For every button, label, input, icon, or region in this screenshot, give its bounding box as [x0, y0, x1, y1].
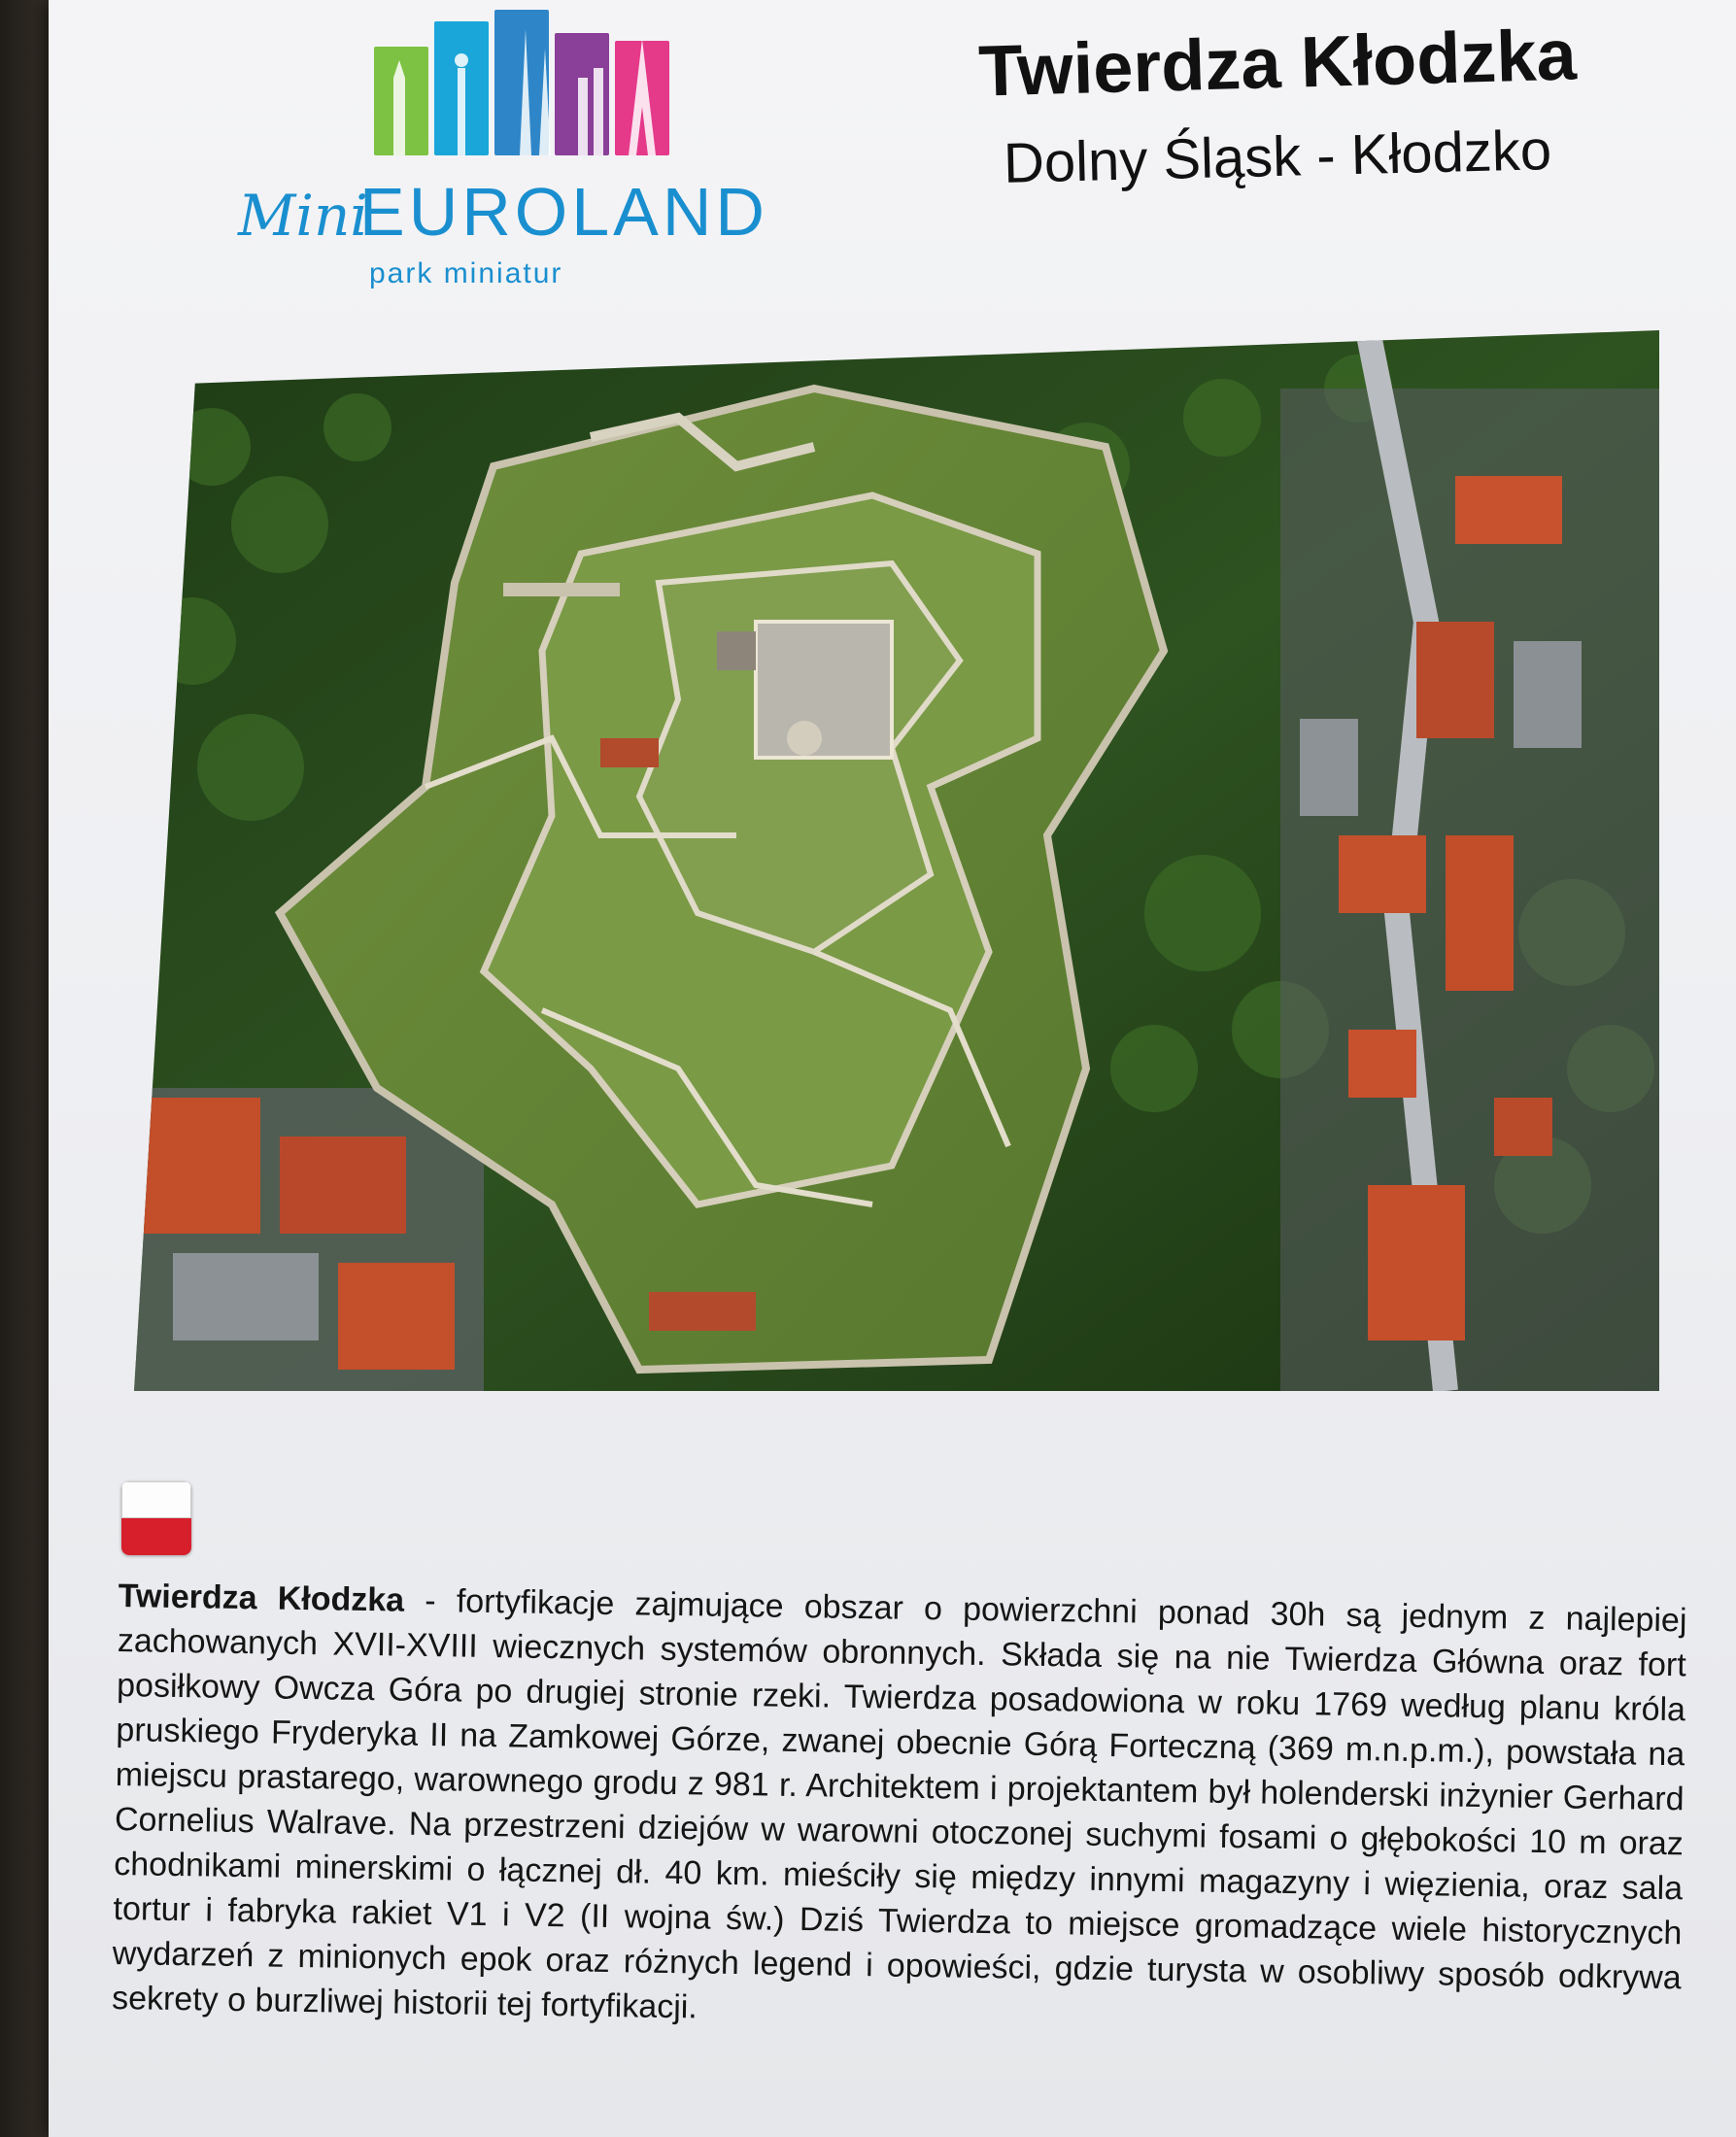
logo-tagline: park miniatur [369, 257, 563, 289]
sign-subtitle: Dolny Śląsk - Kłodzko [1003, 119, 1552, 195]
logo-landmark-bars [374, 10, 665, 155]
info-sign [49, 0, 1736, 2137]
logo-mini-text: Mini [238, 183, 368, 249]
flag-red-stripe [121, 1518, 191, 1555]
landmark-silhouettes [374, 10, 675, 155]
sign-title: Twierdza Kłodzka [977, 14, 1578, 112]
description-body: - fortyfikacje zajmujące obszar o powierzchni ponad 30h są jednym z najlepiej zachowanych XVII-XVIII wiecznych systemów obronnych. Składa się na nie Twierdza Główna oraz fort posiłkowy Owcza Góra po drugiej stronie rzeki. Twierdza posadowiona w roku 1769 według planu króla pruskiego Fryderyka II na Zamkowej Górze, zwanej obecnie Górą Forteczną (369 m.n.p.m.), powstała na miejscu prastarego, warownego grodu z 981 r. Architektem i projektantem był holenderski inżynier Gerhard Cornelius Walrave. Na przestrzeni dziejów w warowni otoczonej suchymi fosami o głębokości 10 m oraz chodnikami minerskimi o łącznej dł. 40 km. mieściły się między innymi magazyny i więzienia, oraz sala tortur i fabryka rakiet V1 i V2 (II wojna św.) Dziś Twierdza to miejsce gromadzące wiele historycznych wydarzeń z minionych epok oraz różnych legend i opowieści, gdzie turysta w osobliwy sposób odkrywa sekrety o burzliwej historii tej fortyfikacji. [111, 1581, 1687, 2026]
description-text [112, 1574, 1687, 2045]
aerial-photo-illustration [134, 330, 1659, 1391]
logo-brand-text: EUROLAND [359, 174, 768, 250]
description-name: Twierdza Kłodzka [118, 1577, 405, 1619]
flag-white-stripe [121, 1481, 191, 1518]
minieuroland-logo [238, 10, 782, 301]
fortress-aerial-photo [134, 330, 1659, 1391]
polish-flag-icon [121, 1481, 191, 1555]
